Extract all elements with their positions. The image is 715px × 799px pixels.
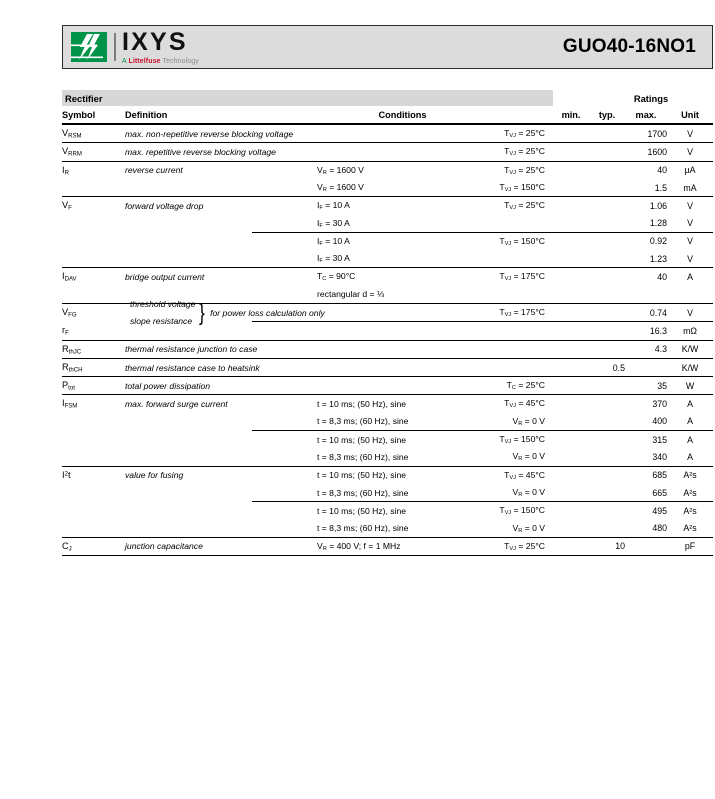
cell-unit: V (667, 124, 713, 143)
cell-min (553, 232, 589, 250)
condition-right: $V_R = 0$ V (512, 451, 546, 463)
table-row (62, 431, 713, 449)
condition-left: $V_R = 1600$ V (317, 181, 364, 194)
cell-symbol (62, 448, 125, 466)
cell-definition: thermal resistance case to heatsink (125, 358, 252, 376)
tagline-littelfuse: Littelfuse (128, 57, 161, 65)
cell-min (553, 520, 589, 538)
condition-left: rectangular d = ⅓ (317, 289, 385, 300)
condition-right: $T_{VJ} = 150^\circ C$ (499, 235, 546, 248)
tagline-a: A (122, 57, 129, 65)
table-row (62, 448, 713, 466)
cell-min (553, 395, 589, 413)
condition-left: t = 10 ms; (50 Hz), sine (317, 399, 407, 410)
cell-conditions (252, 322, 553, 340)
table-row (62, 303, 713, 321)
cell-conditions (252, 214, 553, 232)
cell-conditions (252, 537, 553, 555)
cell-max: 340 (652, 451, 668, 462)
ixys-logo (71, 27, 199, 65)
table-row (62, 124, 713, 143)
table-row (62, 161, 713, 179)
table-row (62, 340, 713, 358)
cell-symbol (62, 179, 125, 197)
cell-max: 685 (625, 466, 667, 484)
cell-unit: A (687, 416, 693, 427)
cell-min (553, 179, 589, 197)
definition-line-1: threshold voltage (130, 298, 196, 309)
cell-unit: K/W (667, 340, 713, 358)
table-row (62, 484, 713, 502)
cell-conditions (252, 232, 553, 250)
cell-max: 480 (652, 523, 668, 534)
cell-symbol: $P_{tot}$ (62, 377, 125, 395)
condition-left: $V_R = 1600$ V (317, 164, 364, 176)
cell-max: 665 (652, 487, 668, 498)
cell-max (625, 537, 667, 555)
condition-right: $T_C = 25^\circ C$ (506, 380, 546, 392)
cell-symbol (62, 286, 125, 304)
cell-unit: A²s (667, 502, 713, 520)
rectifier-spec-table (62, 90, 713, 556)
cell-typ (589, 268, 625, 286)
cell-symbol: $V_{RSM}$ (62, 124, 125, 143)
cell-min (553, 466, 589, 484)
cell-conditions (252, 448, 553, 466)
cell-symbol: $C_J$ (62, 537, 125, 555)
condition-right: $T_{VJ} = 150^\circ C$ (499, 434, 546, 446)
col-header-typ: typ. (589, 106, 625, 124)
cell-min (553, 197, 589, 215)
condition-right: $T_{VJ} = 175^\circ C$ (499, 271, 546, 283)
cell-min (553, 537, 589, 555)
spec-table-body (62, 124, 713, 556)
tagline-technology: Technology (160, 57, 199, 65)
cell-typ (589, 179, 625, 197)
condition-right: $V_R = 0$ V (512, 522, 546, 534)
cell-max: 35 (625, 377, 667, 395)
cell-definition: bridge output current (125, 268, 252, 286)
table-column-header-row (62, 106, 713, 124)
cell-min (553, 124, 589, 143)
cell-conditions (252, 197, 553, 215)
cell-unit: A (667, 268, 713, 286)
cell-max: 16.3 (625, 322, 667, 340)
cell-conditions (252, 520, 553, 538)
cell-conditions (252, 502, 553, 520)
col-header-definition: Definition (125, 106, 252, 124)
table-row (62, 413, 713, 431)
cell-definition (125, 520, 252, 538)
cell-unit: A (667, 395, 713, 413)
cell-definition: max. repetitive reverse blocking voltage (125, 143, 252, 161)
definition-note: for power loss calculation only (210, 307, 325, 318)
cell-unit: K/W (667, 358, 713, 376)
cell-conditions (252, 250, 553, 268)
cell-symbol (62, 502, 125, 520)
cell-unit: A²s (667, 466, 713, 484)
ixys-lightning-logo-icon (71, 32, 107, 62)
cell-unit: mA (683, 182, 697, 193)
cell-min (553, 214, 589, 232)
table-row (62, 377, 713, 395)
table-row (62, 179, 713, 197)
condition-right: $T_{VJ} = 25^\circ C$ (504, 164, 546, 176)
cell-min (553, 250, 589, 268)
cell-typ (589, 161, 625, 179)
table-row (62, 214, 713, 232)
cell-typ: 10 (589, 537, 625, 555)
cell-unit: µA (667, 161, 713, 179)
cell-typ (589, 395, 625, 413)
condition-left: $T_C = 90^\circ C$ (317, 271, 356, 283)
cell-max: 315 (625, 431, 667, 449)
cell-conditions (252, 179, 553, 197)
cell-typ (589, 484, 625, 502)
cell-min (553, 358, 589, 376)
cell-typ (589, 413, 625, 431)
cell-typ (589, 232, 625, 250)
condition-right: $T_{VJ} = 150^\circ C$ (499, 181, 546, 194)
condition-left: t = 8,3 ms; (60 Hz), sine (317, 451, 409, 462)
table-row (62, 232, 713, 250)
cell-definition: max. forward surge current (125, 395, 252, 413)
table-row (62, 250, 713, 268)
cell-definition (125, 413, 252, 431)
cell-unit: V (667, 143, 713, 161)
cell-unit: V (667, 197, 713, 215)
cell-max: 0.92 (625, 232, 667, 250)
cell-conditions (252, 161, 553, 179)
cell-unit: mΩ (667, 322, 713, 340)
cell-min (553, 322, 589, 340)
table-row (62, 268, 713, 286)
col-header-conditions: Conditions (252, 106, 553, 124)
cell-min (553, 161, 589, 179)
condition-right: $T_{VJ} = 25^\circ C$ (504, 128, 546, 140)
cell-definition (125, 431, 252, 449)
condition-left: t = 8,3 ms; (60 Hz), sine (317, 416, 409, 427)
condition-right: $T_{VJ} = 45^\circ C$ (504, 398, 546, 410)
cell-definition: max. non-repetitive reverse blocking voltage (125, 124, 252, 143)
cell-min (553, 268, 589, 286)
specification-sheet (62, 90, 713, 556)
condition-left: t = 8,3 ms; (60 Hz), sine (317, 523, 409, 534)
cell-unit: V (667, 303, 713, 321)
col-header-max: max. (625, 106, 667, 124)
condition-left: t = 10 ms; (50 Hz), sine (317, 470, 407, 481)
table-row (62, 466, 713, 484)
cell-symbol: $r_F$ (62, 325, 69, 337)
cell-definition (125, 448, 252, 466)
ratings-title: Ratings (589, 90, 713, 106)
cell-typ (589, 197, 625, 215)
cell-symbol (62, 520, 125, 538)
cell-max: 40 (625, 268, 667, 286)
page-header-band (62, 25, 713, 69)
condition-right: $T_{VJ} = 25^\circ C$ (504, 146, 546, 158)
cell-definition: total power dissipation (125, 377, 252, 395)
cell-definition (125, 179, 252, 197)
condition-right: $T_{VJ} = 175^\circ C$ (499, 307, 546, 319)
cell-min (553, 484, 589, 502)
cell-typ (589, 340, 625, 358)
cell-typ (589, 377, 625, 395)
cell-definition (125, 484, 252, 502)
cell-typ (589, 431, 625, 449)
cell-conditions (252, 124, 553, 143)
cell-max: 1.06 (625, 197, 667, 215)
cell-unit: V (687, 218, 693, 229)
cell-definition: thermal resistance junction to case (125, 340, 252, 358)
cell-symbol (62, 484, 125, 502)
cell-conditions (252, 340, 553, 358)
condition-left: t = 8,3 ms; (60 Hz), sine (317, 487, 409, 498)
cell-conditions (252, 484, 553, 502)
condition-left: $I_F = 30$ A (317, 217, 350, 229)
cell-typ (589, 143, 625, 161)
col-header-min: min. (553, 106, 589, 124)
col-header-unit: Unit (667, 106, 713, 124)
cell-max: 4.3 (625, 340, 667, 358)
logo-divider (114, 33, 116, 61)
cell-symbol: $R_{thCH}$ (62, 358, 125, 376)
condition-left: t = 10 ms; (50 Hz), sine (317, 434, 407, 445)
cell-unit: A (667, 431, 713, 449)
cell-max: 370 (625, 395, 667, 413)
cell-max: 1.23 (649, 253, 668, 264)
cell-symbol: $I^2t$ (62, 466, 125, 484)
definition-line-2: slope resistance (130, 315, 193, 326)
cell-definition: reverse current (125, 161, 252, 179)
cell-min (553, 286, 589, 304)
cell-min (553, 143, 589, 161)
cell-conditions (252, 413, 553, 431)
condition-right: $T_{VJ} = 25^\circ C$ (504, 200, 546, 212)
cell-definition (125, 298, 325, 326)
cell-max: 1.28 (649, 218, 668, 229)
cell-max: 1600 (625, 143, 667, 161)
cell-symbol: $I_R$ (62, 161, 125, 179)
cell-conditions (252, 466, 553, 484)
cell-min (553, 448, 589, 466)
cell-max: 40 (625, 161, 667, 179)
cell-definition: junction capacitance (125, 537, 252, 555)
cell-symbol (62, 232, 125, 250)
section-title: Rectifier (62, 90, 553, 106)
curly-brace-icon: } (199, 299, 206, 326)
cell-symbol (62, 250, 125, 268)
part-number: GUO40-16NO1 (562, 36, 696, 57)
cell-conditions (252, 358, 553, 376)
cell-conditions (252, 143, 553, 161)
cell-definition (125, 214, 252, 232)
table-section-header-row (62, 90, 713, 106)
condition-left: $V_R = 400$ V; f = 1 MHz (317, 540, 401, 553)
condition-right: $T_{VJ} = 45^\circ C$ (504, 469, 546, 481)
condition-right: $T_{VJ} = 25^\circ C$ (504, 540, 546, 553)
cell-symbol: $V_{RRM}$ (62, 143, 125, 161)
cell-symbol: $R_{thJC}$ (62, 340, 125, 358)
cell-unit: W (667, 377, 713, 395)
cell-symbol (62, 214, 125, 232)
cell-definition (125, 502, 252, 520)
cell-definition: forward voltage drop (125, 197, 252, 215)
condition-right: $T_{VJ} = 150^\circ C$ (499, 505, 546, 517)
cell-typ (589, 322, 625, 340)
condition-left: $I_F = 30$ A (317, 253, 350, 265)
cell-symbol: $I_{FSM}$ (62, 395, 125, 413)
cell-conditions (252, 431, 553, 449)
cell-typ (589, 214, 625, 232)
table-row (62, 502, 713, 520)
cell-typ (589, 286, 625, 304)
cell-unit: pF (667, 537, 713, 555)
cell-typ (589, 250, 625, 268)
cell-symbol (62, 431, 125, 449)
cell-max: 400 (652, 416, 668, 427)
table-row (62, 395, 713, 413)
table-row (62, 358, 713, 376)
cell-unit (667, 286, 713, 304)
ratings-pad (553, 90, 589, 106)
cell-unit: A²s (683, 523, 697, 534)
cell-unit: V (687, 253, 693, 264)
condition-right: $V_R = 0$ V (512, 486, 546, 499)
cell-symbol: $V_F$ (62, 197, 125, 215)
cell-min (553, 431, 589, 449)
condition-right: $V_R = 0$ V (512, 415, 546, 428)
condition-left: $I_F = 10$ A (317, 235, 350, 248)
table-row (62, 143, 713, 161)
cell-symbol: $I_{DAV}$ (62, 268, 125, 286)
cell-unit: A (687, 451, 693, 462)
cell-symbol: $V_{FG}$ (62, 303, 125, 321)
cell-conditions (252, 377, 553, 395)
cell-min (553, 303, 589, 321)
cell-conditions (252, 303, 553, 321)
brand-tagline (122, 58, 199, 65)
cell-typ (589, 124, 625, 143)
cell-typ (589, 520, 625, 538)
cell-unit: A²s (683, 487, 697, 498)
cell-min (553, 377, 589, 395)
cell-max (625, 358, 667, 376)
brand-wordmark: IXYS (122, 27, 188, 56)
cell-definition (125, 232, 252, 250)
condition-left: t = 10 ms; (50 Hz), sine (317, 505, 407, 516)
cell-min (553, 413, 589, 431)
cell-typ: 0.5 (589, 358, 625, 376)
table-row (62, 197, 713, 215)
cell-min (553, 502, 589, 520)
cell-definition (125, 250, 252, 268)
table-row (62, 537, 713, 555)
cell-typ (589, 448, 625, 466)
cell-typ (589, 466, 625, 484)
cell-unit: V (667, 232, 713, 250)
cell-max (625, 286, 667, 304)
cell-min (553, 340, 589, 358)
cell-max: 495 (625, 502, 667, 520)
cell-definition: value for fusing (125, 466, 252, 484)
cell-conditions (252, 268, 553, 286)
cell-max: 0.74 (625, 303, 667, 321)
cell-max: 1.5 (654, 182, 668, 193)
col-header-symbol: Symbol (62, 106, 125, 124)
table-row (62, 520, 713, 538)
cell-typ (589, 303, 625, 321)
cell-typ (589, 502, 625, 520)
cell-conditions (252, 395, 553, 413)
cell-symbol (62, 413, 125, 431)
cell-max: 1700 (625, 124, 667, 143)
condition-left: $I_F = 10$ A (317, 200, 350, 212)
